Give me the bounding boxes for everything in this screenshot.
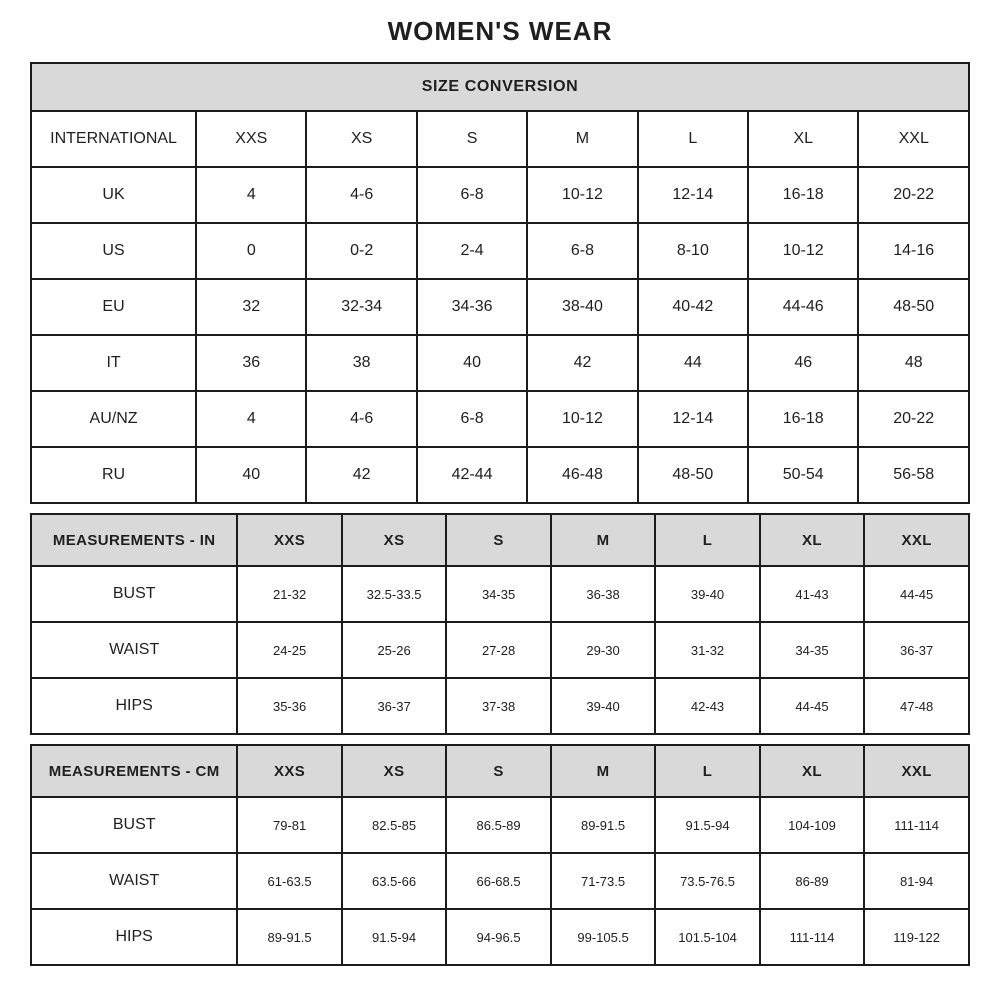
row-label: BUST (31, 797, 237, 853)
size-cell: 12-14 (638, 391, 748, 447)
size-cell: 44-46 (748, 279, 858, 335)
measurement-cell: 94-96.5 (446, 909, 550, 965)
size-cell: 42-44 (417, 447, 527, 503)
measurement-cell: 111-114 (760, 909, 864, 965)
size-cell: 44 (638, 335, 748, 391)
size-cell: 46-48 (527, 447, 637, 503)
size-cell: 48-50 (858, 279, 969, 335)
size-cell: 16-18 (748, 391, 858, 447)
measurements-in-table (30, 513, 970, 735)
table-row-eu (31, 279, 969, 335)
size-cell: 50-54 (748, 447, 858, 503)
measurement-cell: 42-43 (655, 678, 759, 734)
size-cell: 20-22 (858, 167, 969, 223)
size-cell: 34-36 (417, 279, 527, 335)
col-header-l: L (638, 111, 748, 167)
measurement-cell: 36-38 (551, 566, 655, 622)
measurement-cell: 39-40 (551, 678, 655, 734)
size-cell: 4 (196, 391, 306, 447)
col-header-l: L (655, 745, 759, 797)
size-conversion-header: SIZE CONVERSION (31, 63, 969, 111)
measurement-cell: 81-94 (864, 853, 969, 909)
row-label: UK (31, 167, 196, 223)
col-header-m: M (551, 745, 655, 797)
measurement-cell: 37-38 (446, 678, 550, 734)
size-cell: 20-22 (858, 391, 969, 447)
col-header-s: S (446, 514, 550, 566)
row-label: BUST (31, 566, 237, 622)
col-header-international: INTERNATIONAL (31, 111, 196, 167)
size-cell: 2-4 (417, 223, 527, 279)
size-cell: 40 (196, 447, 306, 503)
col-header-xxs: XXS (237, 745, 341, 797)
col-header-xxl: XXL (864, 514, 969, 566)
measurement-cell: 119-122 (864, 909, 969, 965)
size-cell: 38-40 (527, 279, 637, 335)
measurement-cell: 111-114 (864, 797, 969, 853)
page-title: WOMEN'S WEAR (387, 16, 613, 46)
size-cell: 4 (196, 167, 306, 223)
col-header-s: S (446, 745, 550, 797)
size-cell: 42 (306, 447, 416, 503)
measurement-cell: 31-32 (655, 622, 759, 678)
size-cell: 6-8 (417, 167, 527, 223)
size-cell: 46 (748, 335, 858, 391)
measurement-cell: 34-35 (446, 566, 550, 622)
table-row-hips-cm (31, 909, 969, 965)
measurement-cell: 41-43 (760, 566, 864, 622)
size-cell: 42 (527, 335, 637, 391)
measurement-cell: 63.5-66 (342, 853, 446, 909)
col-header-xs: XS (342, 745, 446, 797)
col-header-l: L (655, 514, 759, 566)
col-header-m: M (551, 514, 655, 566)
size-cell: 10-12 (527, 167, 637, 223)
measurement-cell: 104-109 (760, 797, 864, 853)
table-row-uk (31, 167, 969, 223)
measurement-cell: 71-73.5 (551, 853, 655, 909)
col-header-m: M (527, 111, 637, 167)
measurement-cell: 101.5-104 (655, 909, 759, 965)
col-header-xxs: XXS (196, 111, 306, 167)
table-row-us (31, 223, 969, 279)
measurement-cell: 89-91.5 (237, 909, 341, 965)
measurement-cell: 25-26 (342, 622, 446, 678)
measurement-cell: 27-28 (446, 622, 550, 678)
table-row-it (31, 335, 969, 391)
size-cell: 32 (196, 279, 306, 335)
size-cell: 8-10 (638, 223, 748, 279)
size-cell: 10-12 (527, 391, 637, 447)
row-label: WAIST (31, 622, 237, 678)
size-cell: 16-18 (748, 167, 858, 223)
size-cell: 12-14 (638, 167, 748, 223)
measurement-cell: 29-30 (551, 622, 655, 678)
measurement-cell: 91.5-94 (655, 797, 759, 853)
size-cell: 14-16 (858, 223, 969, 279)
col-header-s: S (417, 111, 527, 167)
measurements-in-header: MEASUREMENTS - IN (31, 514, 237, 566)
measurement-cell: 36-37 (864, 622, 969, 678)
col-header-xs: XS (306, 111, 416, 167)
measurement-cell: 61-63.5 (237, 853, 341, 909)
size-cell: 32-34 (306, 279, 416, 335)
size-cell: 4-6 (306, 391, 416, 447)
table-row-bust-in (31, 566, 969, 622)
row-label: AU/NZ (31, 391, 196, 447)
col-header-xl: XL (760, 514, 864, 566)
size-cell: 40 (417, 335, 527, 391)
table-row-bust-cm (31, 797, 969, 853)
col-header-xxs: XXS (237, 514, 341, 566)
size-cell: 6-8 (527, 223, 637, 279)
table-row-aunz (31, 391, 969, 447)
measurement-cell: 44-45 (760, 678, 864, 734)
size-cell: 0 (196, 223, 306, 279)
row-label: IT (31, 335, 196, 391)
measurement-cell: 89-91.5 (551, 797, 655, 853)
measurement-cell: 35-36 (237, 678, 341, 734)
measurement-cell: 44-45 (864, 566, 969, 622)
row-label: HIPS (31, 909, 237, 965)
size-cell: 48 (858, 335, 969, 391)
measurement-cell: 86.5-89 (446, 797, 550, 853)
col-header-xs: XS (342, 514, 446, 566)
table-row-hips-in (31, 678, 969, 734)
measurement-cell: 73.5-76.5 (655, 853, 759, 909)
row-label: RU (31, 447, 196, 503)
size-cell: 40-42 (638, 279, 748, 335)
measurement-cell: 36-37 (342, 678, 446, 734)
table-row-waist-cm (31, 853, 969, 909)
size-cell: 38 (306, 335, 416, 391)
col-header-xl: XL (760, 745, 864, 797)
col-header-xl: XL (748, 111, 858, 167)
size-conversion-table (30, 62, 970, 504)
size-cell: 48-50 (638, 447, 748, 503)
table-row-ru (31, 447, 969, 503)
measurement-cell: 91.5-94 (342, 909, 446, 965)
size-cell: 10-12 (748, 223, 858, 279)
measurements-cm-table (30, 744, 970, 966)
measurement-cell: 39-40 (655, 566, 759, 622)
measurement-cell: 86-89 (760, 853, 864, 909)
measurement-cell: 32.5-33.5 (342, 566, 446, 622)
col-header-xxl: XXL (858, 111, 969, 167)
measurement-cell: 99-105.5 (551, 909, 655, 965)
size-cell: 4-6 (306, 167, 416, 223)
measurement-cell: 21-32 (237, 566, 341, 622)
col-header-xxl: XXL (864, 745, 969, 797)
size-cell: 0-2 (306, 223, 416, 279)
measurements-cm-header: MEASUREMENTS - CM (31, 745, 237, 797)
table-row-waist-in (31, 622, 969, 678)
measurement-cell: 66-68.5 (446, 853, 550, 909)
measurement-cell: 34-35 (760, 622, 864, 678)
row-label: EU (31, 279, 196, 335)
row-label: US (31, 223, 196, 279)
measurement-cell: 47-48 (864, 678, 969, 734)
measurement-cell: 79-81 (237, 797, 341, 853)
row-label: HIPS (31, 678, 237, 734)
size-cell: 6-8 (417, 391, 527, 447)
size-cell: 56-58 (858, 447, 969, 503)
measurement-cell: 82.5-85 (342, 797, 446, 853)
row-label: WAIST (31, 853, 237, 909)
size-cell: 36 (196, 335, 306, 391)
measurement-cell: 24-25 (237, 622, 341, 678)
